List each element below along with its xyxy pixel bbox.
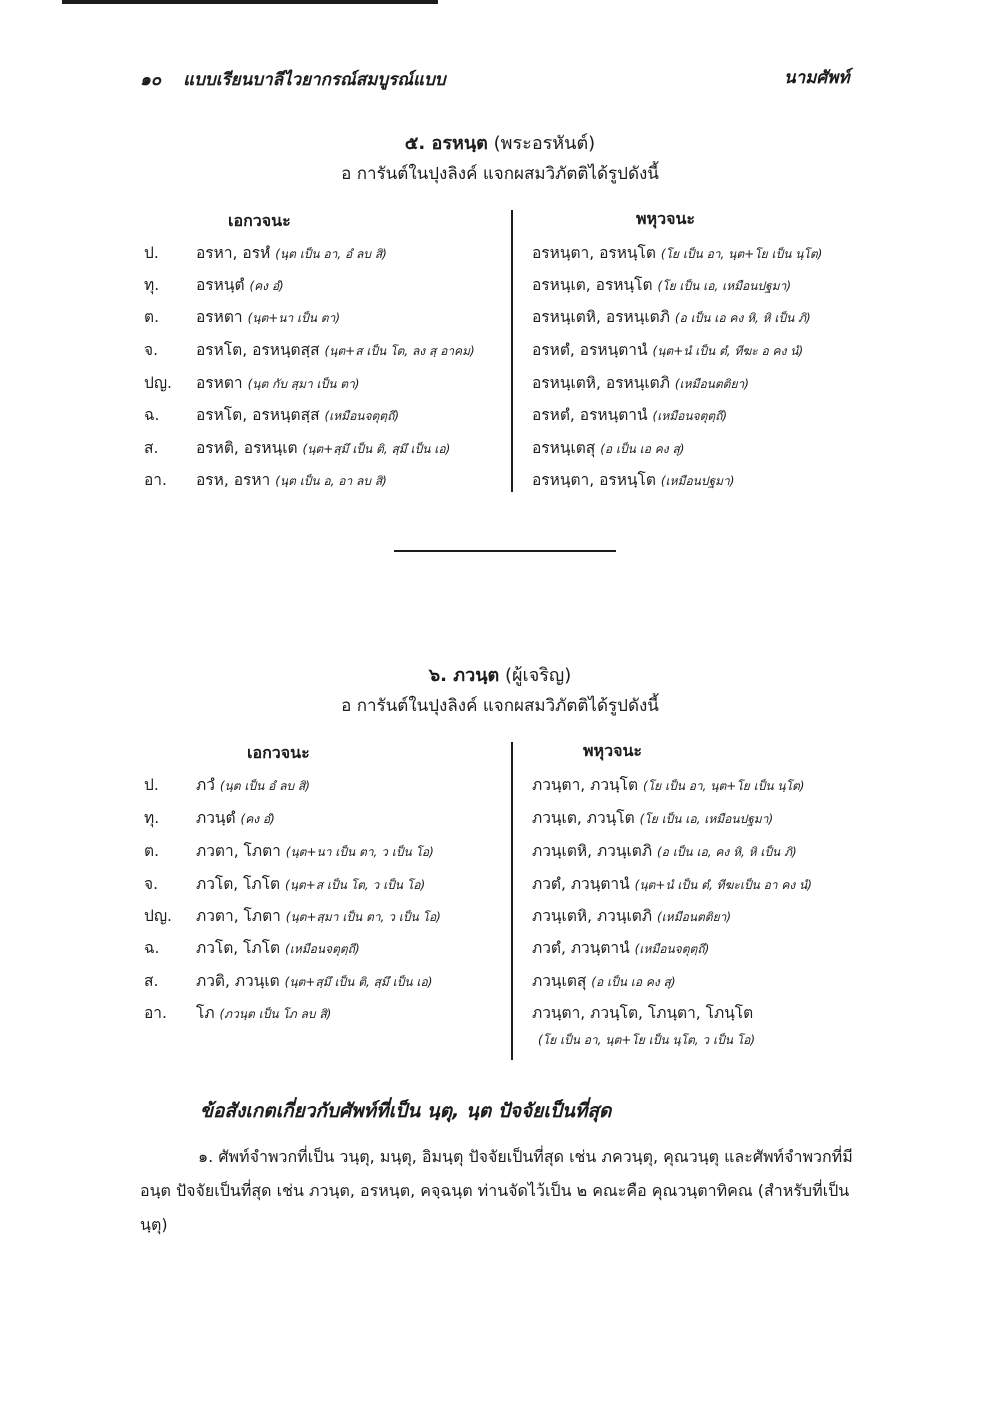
section6-subtitle: อ การันต์ในปุงลิงค์ แจกผสมวิภัตติได้รูปดังนี้ bbox=[341, 696, 659, 716]
table-row bbox=[144, 435, 884, 463]
plural-form: อรหตํ, อรหนฺตานํ (เหมือนจตุตฺถี) bbox=[532, 406, 728, 424]
table-row bbox=[144, 903, 884, 931]
plural-form: ภวนฺเตสุ (อ เป็น เอ คง สุ) bbox=[532, 972, 676, 990]
singular-note: (นฺต เป็น อ, อา ลบ สิ) bbox=[275, 474, 387, 488]
singular-form: ภวติ, ภวนฺเต (นฺต+สฺมึ เป็น ติ, สฺมึ เป็น เอ) bbox=[196, 972, 433, 990]
case-label: ทุ. bbox=[144, 276, 160, 294]
plural-form: อรหนฺตา, อรหนฺโต (โย เป็น อา, นฺต+โย เป็น นฺโต) bbox=[532, 244, 823, 262]
singular-note: (นฺต+นา เป็น ตา, ว เป็น โอ) bbox=[285, 845, 434, 859]
top-border-line bbox=[62, 0, 438, 4]
singular-note: (นฺต+สฺมึ เป็น ติ, สฺมึ เป็น เอ) bbox=[284, 975, 433, 989]
plural-form: อรหตํ, อรหนฺตานํ (นฺต+นํ เป็น ตํ, ทีฆะ อ คง นํ) bbox=[532, 341, 804, 359]
singular-note: (นฺต+สฺมึ เป็น ติ, สฺมึ เป็น เอ) bbox=[302, 442, 451, 456]
observations-heading: ข้อสังเกตเกี่ยวกับศัพท์ที่เป็น นฺตุ, นฺต ปัจจัยเป็นที่สุด bbox=[200, 1100, 612, 1122]
table-row bbox=[144, 402, 884, 430]
case-label: ป. bbox=[144, 776, 159, 794]
plural-note: (เหมือนจตุตฺถี) bbox=[634, 942, 710, 956]
plural-note: (อ เป็น เอ คง สุ) bbox=[591, 975, 676, 989]
case-label: ต. bbox=[144, 308, 159, 326]
section6-gloss: (ผู้เจริญ) bbox=[504, 665, 572, 686]
chapter-title: นามศัพท์ bbox=[784, 68, 850, 88]
singular-note: (เหมือนจตุตฺถี) bbox=[324, 409, 400, 423]
table-row bbox=[144, 240, 884, 268]
plural-form: ภวนฺเตหิ, ภวนฺเตภิ (เหมือนตติยา) bbox=[532, 907, 732, 925]
table-row bbox=[144, 304, 884, 332]
singular-note: (นฺต+ส เป็น โต, ลง สฺ อาคม) bbox=[324, 344, 475, 358]
plural-note: (นฺต+นํ เป็น ตํ, ทีฆะ อ คง นํ) bbox=[652, 344, 804, 358]
plural-note: (โย เป็น เอ, เหมือนปฐมา) bbox=[657, 279, 791, 293]
singular-form: ภวโต, โภโต (เหมือนจตุตฺถี) bbox=[196, 939, 360, 957]
plural-form: อรหนฺเตสุ (อ เป็น เอ คง สุ) bbox=[532, 439, 685, 457]
singular-form: อรหา, อรหํ (นฺต เป็น อา, อํ ลบ สิ) bbox=[196, 244, 387, 262]
case-label: ปญ. bbox=[144, 374, 172, 392]
plural-note: (โย เป็น อา, นฺต+โย เป็น นฺโต) bbox=[643, 779, 805, 793]
singular-note: (ภวนฺต เป็น โภ ลบ สิ) bbox=[219, 1007, 332, 1021]
case-label: อา. bbox=[144, 471, 167, 489]
plural-form: อรหนฺเต, อรหนฺโต (โย เป็น เอ, เหมือนปฐมา) bbox=[532, 276, 791, 294]
singular-note: (นฺต+ส เป็น โต, ว เป็น โอ) bbox=[285, 878, 426, 892]
case-label: จ. bbox=[144, 875, 159, 893]
singular-form: ภวํ (นฺต เป็น อํ ลบ สิ) bbox=[196, 776, 310, 794]
section6-col-singular: เอกวจนะ bbox=[247, 743, 310, 762]
section5-col-plural: พหุวจนะ bbox=[636, 209, 695, 228]
page-number: ๑๐ bbox=[140, 70, 162, 90]
plural-note: (โย เป็น อา, นฺต+โย เป็น นฺโต) bbox=[660, 247, 823, 261]
table-row bbox=[144, 467, 884, 495]
singular-form: อรหติ, อรหนฺเต (นฺต+สฺมึ เป็น ติ, สฺมึ เป็น เอ) bbox=[196, 439, 451, 457]
singular-form: ภวนฺตํ (คง อํ) bbox=[196, 809, 275, 827]
running-header bbox=[140, 66, 446, 93]
plural-form: ภวนฺตา, ภวนฺโต, โภนฺตา, โภนฺโต bbox=[532, 1004, 754, 1022]
case-label: ปญ. bbox=[144, 907, 172, 925]
singular-form: อรหตา (นฺต+นา เป็น ตา) bbox=[196, 308, 340, 326]
plural-form: อรหนฺเตหิ, อรหนฺเตภิ (อ เป็น เอ คง หิ, หิ เป็น ภิ) bbox=[532, 308, 811, 326]
table-row bbox=[144, 805, 884, 833]
singular-note: (นฺต+นา เป็น ตา) bbox=[247, 311, 340, 325]
singular-form: ภวตา, โภตา (นฺต+นา เป็น ตา, ว เป็น โอ) bbox=[196, 842, 434, 860]
plural-form: ภวตํ, ภวนฺตานํ (เหมือนจตุตฺถี) bbox=[532, 939, 710, 957]
case-label: ส. bbox=[144, 439, 159, 457]
section-separator-rule bbox=[394, 550, 616, 552]
singular-form: อรหโต, อรหนฺตสฺส (นฺต+ส เป็น โต, ลง สฺ อาคม) bbox=[196, 341, 475, 359]
singular-note: (นฺต เป็น อา, อํ ลบ สิ) bbox=[275, 247, 387, 261]
case-label: ส. bbox=[144, 972, 159, 990]
plural-note: (โย เป็น เอ, เหมือนปฐมา) bbox=[639, 812, 774, 826]
plural-form: ภวนฺเตหิ, ภวนฺเตภิ (อ เป็น เอ, คง หิ, หิ เป็น ภิ) bbox=[532, 842, 797, 860]
table-row bbox=[144, 935, 884, 963]
plural-note: (นฺต+นํ เป็น ตํ, ทีฆะเป็น อา คง นํ) bbox=[634, 878, 812, 892]
singular-note: (นฺต เป็น อํ ลบ สิ) bbox=[219, 779, 310, 793]
section6-col-plural: พหุวจนะ bbox=[583, 741, 642, 760]
section6-title bbox=[0, 660, 1000, 689]
plural-form: ภวนฺตา, ภวนฺโต (โย เป็น อา, นฺต+โย เป็น นฺโต) bbox=[532, 776, 805, 794]
table-row bbox=[144, 838, 884, 866]
case-label: จ. bbox=[144, 341, 159, 359]
plural-note: (เหมือนจตุตฺถี) bbox=[652, 409, 728, 423]
singular-note: (นฺต กับ สฺมา เป็น ตา) bbox=[247, 377, 360, 391]
section6-heading: ๖. ภวนฺต bbox=[428, 665, 500, 686]
plural-form: ภวตํ, ภวนฺตานํ (นฺต+นํ เป็น ตํ, ทีฆะเป็น อา คง นํ) bbox=[532, 875, 812, 893]
singular-form: อรหตา (นฺต กับ สฺมา เป็น ตา) bbox=[196, 374, 360, 392]
plural-note: (อ เป็น เอ, คง หิ, หิ เป็น ภิ) bbox=[657, 845, 797, 859]
case-label: ฉ. bbox=[144, 406, 160, 424]
singular-form: ภวตา, โภตา (นฺต+สฺมา เป็น ตา, ว เป็น โอ) bbox=[196, 907, 441, 925]
observations-paragraph: ๑. ศัพท์จำพวกที่เป็น วนฺตุ, มนฺตุ, อิมนฺตุ ปัจจัยเป็นที่สุด เช่น ภควนฺตุ, คุณวนฺตุ และศัพท์จำพวกที่มี อนฺต ปัจจัยเป็นที่สุด เช่น ภวนฺต, อรหนฺต, คจฺฉนฺต ท่านจัดไว้เป็น ๒ คณะคือ คุณวนฺตาทิคณ (สำหรับที่เป็น นฺตุ) bbox=[140, 1147, 853, 1234]
table-row bbox=[144, 337, 884, 365]
section5-subtitle: อ การันต์ในปุงลิงค์ แจกผสมวิภัตติได้รูปดังนี้ bbox=[341, 164, 659, 184]
table-row bbox=[144, 871, 884, 899]
section5-col-singular: เอกวจนะ bbox=[228, 211, 291, 230]
case-label: อา. bbox=[144, 1004, 167, 1022]
case-label: ฉ. bbox=[144, 939, 160, 957]
singular-form: โภ (ภวนฺต เป็น โภ ลบ สิ) bbox=[196, 1004, 332, 1022]
section5-heading: ๕. อรหนฺต bbox=[404, 133, 488, 154]
singular-note: (คง อํ) bbox=[249, 279, 284, 293]
table-row bbox=[144, 370, 884, 398]
plural-form: อรหนฺตา, อรหนฺโต (เหมือนปฐมา) bbox=[532, 471, 735, 489]
plural-note: (เหมือนปฐมา) bbox=[660, 474, 735, 488]
singular-note: (คง อํ) bbox=[240, 812, 275, 826]
section5-gloss: (พระอรหันต์) bbox=[493, 133, 596, 154]
table-row bbox=[144, 968, 884, 996]
table-row bbox=[144, 1000, 884, 1028]
case-label: ต. bbox=[144, 842, 159, 860]
case-label: ทุ. bbox=[144, 809, 160, 827]
case-label: ป. bbox=[144, 244, 159, 262]
book-title: แบบเรียนบาลีไวยากรณ์สมบูรณ์แบบ bbox=[183, 70, 446, 90]
table-row bbox=[144, 272, 884, 300]
plural-note: (เหมือนตติยา) bbox=[674, 377, 749, 391]
singular-note: (เหมือนจตุตฺถี) bbox=[285, 942, 360, 956]
plural-note: (เหมือนตติยา) bbox=[657, 910, 732, 924]
section5-title bbox=[0, 128, 1000, 157]
section6-extra-note: (โย เป็น อา, นฺต+โย เป็น นฺโต, ว เป็น โอ) bbox=[538, 1033, 756, 1047]
singular-form: อรหนฺตํ (คง อํ) bbox=[196, 276, 284, 294]
plural-form: ภวนฺเต, ภวนฺโต (โย เป็น เอ, เหมือนปฐมา) bbox=[532, 809, 774, 827]
plural-form: อรหนฺเตหิ, อรหนฺเตภิ (เหมือนตติยา) bbox=[532, 374, 749, 392]
table-row bbox=[144, 772, 884, 800]
singular-form: อรหโต, อรหนฺตสฺส (เหมือนจตุตฺถี) bbox=[196, 406, 400, 424]
singular-form: อรห, อรหา (นฺต เป็น อ, อา ลบ สิ) bbox=[196, 471, 387, 489]
plural-note: (อ เป็น เอ คง สุ) bbox=[600, 442, 685, 456]
singular-note: (นฺต+สฺมา เป็น ตา, ว เป็น โอ) bbox=[285, 910, 441, 924]
singular-form: ภวโต, โภโต (นฺต+ส เป็น โต, ว เป็น โอ) bbox=[196, 875, 426, 893]
plural-note: (อ เป็น เอ คง หิ, หิ เป็น ภิ) bbox=[674, 311, 811, 325]
